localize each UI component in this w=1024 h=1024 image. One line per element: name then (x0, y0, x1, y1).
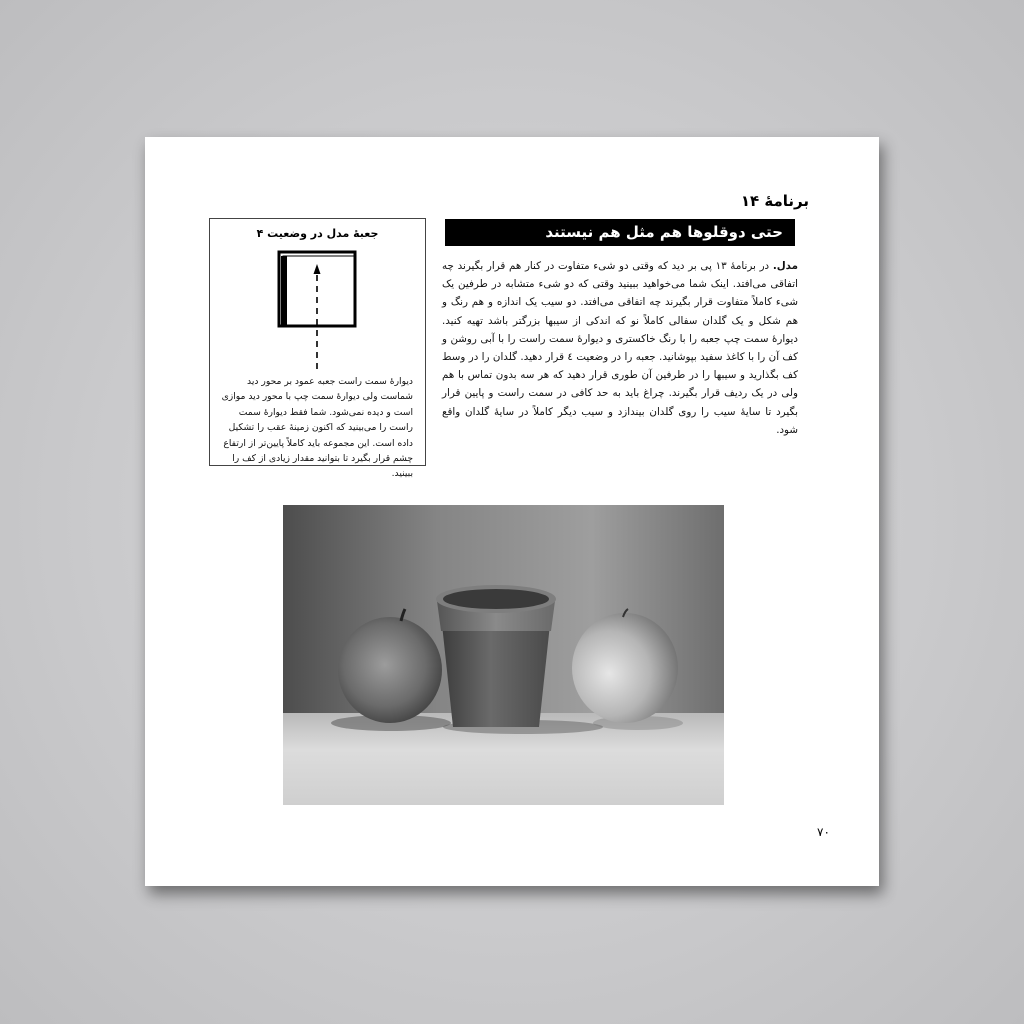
sidebar-box (209, 218, 426, 480)
body-text: در برنامهٔ ۱۳ پی بر دید که وقتی دو شیء متفاوت در کنار هم قرار بگیرند چه اتفاقی می‌افتد. اینک شما می‌خواهید ببینید وقتی که دو شیء متشابه در طرفین یک شیء کاملاً متفاوت قرار بگیرند چه اتفاقی می‌افتد. دو سیب یک اندازه و هم رنگ و هم شکل و یک گلدان سفالی کاملاً نو که اندکی از سیبها بزرگتر باشد تهیه کنید. دیوارهٔ سمت چپ جعبه را با رنگ خاکستری و دیوارهٔ سمت راست را با آبی روشن و کف آن را با کاغذ سفید بپوشانید. جعبه را در وضعیت ٤ قرار دهید. گلدان را در وسط کف بگذارید و سیبها را در طرفین آن طوری قرار دهید که هر سه بدون تماس با هم ولی در یک ردیف قرار بگیرند. چراغ باید به حد کافی در سمت راست و پایین قرار بگیرد تا سایهٔ سیب را روی گلدان بیندازد و سیب دیگر کاملاً در سایهٔ گلدان واقع شود. (442, 260, 798, 436)
sidebar-title: جعبهٔ مدل در وضعیت ۴ (256, 227, 379, 240)
program-title: برنامهٔ ۱۴ (740, 192, 809, 210)
book-page (145, 137, 879, 886)
section-title: حتی دوقلوها هم مثل هم نیستند (545, 223, 783, 241)
page-number: ۷۰ (817, 825, 830, 839)
section-title-bar (445, 219, 795, 246)
still-life-photo (283, 505, 724, 805)
body-lead-word: مدل. (772, 260, 798, 272)
box-top-view-diagram-icon (274, 247, 364, 372)
sidebar-text: دیوارهٔ سمت راست جعبه عمود بر محور دید شماست ولی دیوارهٔ سمت چپ با محور دید موازی است و دیده نمی‌شود. شما فقط دیوارهٔ سمت راست را می‌بینید که اکنون زمینهٔ عقب را تشکیل داده است. این مجموعه باید کاملاً پایین‌تر از ارتفاع چشم قرار بگیرد تا بتوانید مقدار زیادی از کف را ببینید. (221, 376, 413, 480)
body-paragraph (442, 257, 798, 439)
